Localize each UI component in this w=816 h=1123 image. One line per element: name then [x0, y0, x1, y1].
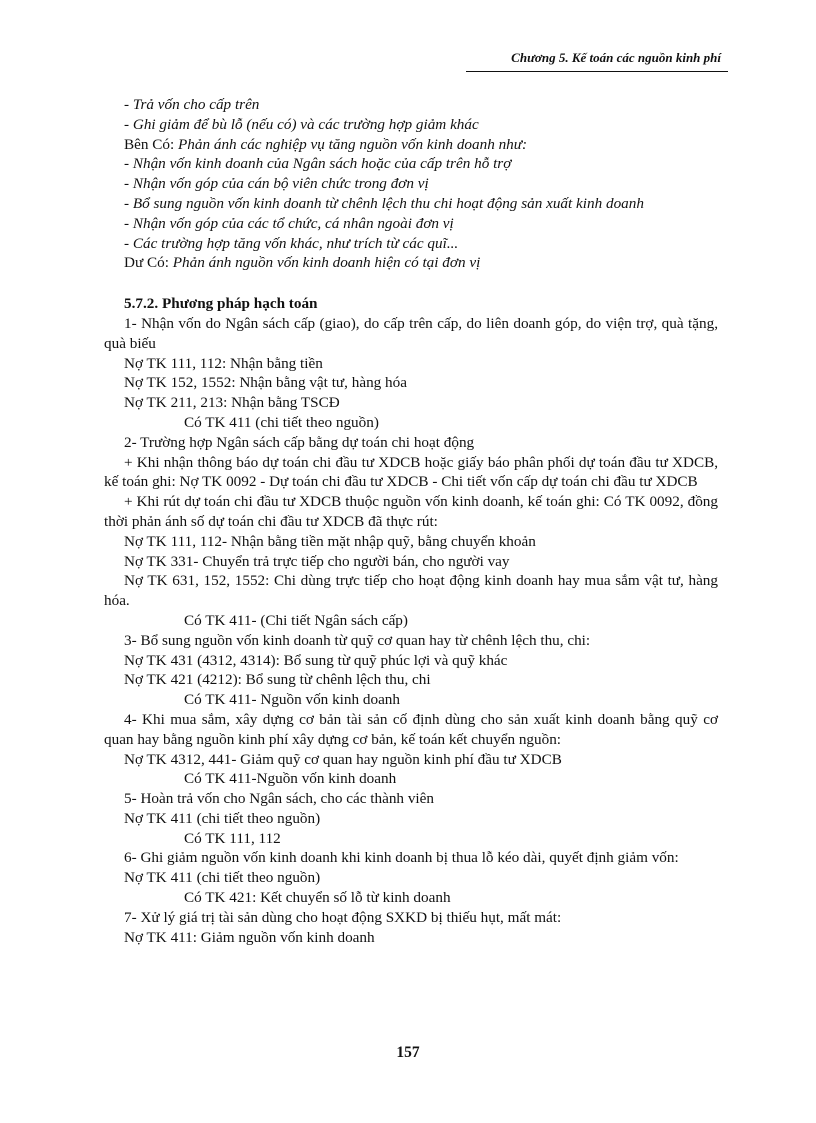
body-paragraph: + Khi nhận thông báo dự toán chi đầu tư XDCB hoặc giấy báo phân phối dự toán đầu tư XDCB, kế toán ghi: Nợ TK 0092 - Dự toán chi đầu tư XDCB - Chi tiết vốn cấp dự toán chi đầu tư XDCB: [104, 453, 718, 491]
body-paragraph: 5- Hoàn trả vốn cho Ngân sách, cho các thành viên: [124, 790, 434, 808]
debit-entry: Nợ TK 411: Giảm nguồn vốn kinh doanh: [124, 928, 375, 946]
credit-entry: Có TK 421: Kết chuyển số lỗ từ kinh doanh: [184, 889, 451, 907]
body-paragraph: 7- Xử lý giá trị tài sản dùng cho hoạt động SXKD bị thiếu hụt, mất mát:: [124, 908, 562, 926]
credit-entry: Có TK 411- (Chi tiết Ngân sách cấp): [184, 611, 408, 629]
body-paragraph: + Khi rút dự toán chi đầu tư XDCB thuộc nguồn vốn kinh doanh, kế toán ghi: Có TK 0092, đồng thời phản ánh số dự toán chi đầu tư XDCB đã thực rút:: [104, 493, 718, 530]
body-paragraph: 2- Trường hợp Ngân sách cấp bằng dự toán chi hoạt động: [124, 433, 475, 451]
section-lines: [104, 314, 718, 948]
credit-item: - Bổ sung nguồn vốn kinh doanh từ chênh lệch thu chi hoạt động sản xuất kinh doanh: [124, 194, 644, 212]
body-paragraph: 3- Bổ sung nguồn vốn kinh doanh từ quỹ cơ quan hay từ chênh lệch thu, chi:: [124, 631, 591, 649]
credit-entry: Có TK 111, 112: [184, 829, 281, 847]
balance-text: Phản ánh nguồn vốn kinh doanh hiện có tại đơn vị: [172, 254, 481, 272]
debit-entry: Nợ TK 411 (chi tiết theo nguồn): [124, 869, 321, 887]
debit-entry: Nợ TK 431 (4312, 4314): Bổ sung từ quỹ phúc lợi và quỹ khác: [124, 651, 508, 669]
credit-item: - Nhận vốn góp của các tổ chức, cá nhân ngoài đơn vị: [124, 214, 454, 232]
credit-side-line: [124, 135, 718, 155]
running-header: Chương 5. Kế toán các nguồn kinh phí: [511, 50, 721, 65]
debit-entry: Nợ TK 4312, 441- Giảm quỹ cơ quan hay nguồn kinh phí đầu tư XDCB: [124, 750, 562, 768]
credit-item: - Nhận vốn góp của cán bộ viên chức trong đơn vị: [124, 175, 429, 193]
header-rule: [466, 71, 728, 72]
credit-item: - Các trường hợp tăng vốn khác, như trích từ các quĩ...: [124, 234, 459, 252]
section-title: 5.7.2. Phương pháp hạch toán: [124, 295, 318, 313]
debit-item: - Ghi giảm để bù lỗ (nếu có) và các trường hợp giảm khác: [124, 115, 479, 133]
balance-label: Dư Có:: [124, 254, 173, 272]
debit-entry: Nợ TK 111, 112: Nhận bằng tiền: [124, 354, 323, 372]
debit-entry: Nợ TK 421 (4212): Bổ sung từ chênh lệch thu, chi: [124, 671, 431, 689]
credit-entry: Có TK 411 (chi tiết theo nguồn): [184, 413, 379, 431]
debit-entry: Nợ TK 211, 213: Nhận bằng TSCĐ: [124, 394, 340, 412]
balance-line: [124, 253, 718, 273]
debit-entry: Nợ TK 411 (chi tiết theo nguồn): [124, 809, 321, 827]
credit-entry: Có TK 411-Nguồn vốn kinh doanh: [184, 770, 397, 788]
page-body: [104, 95, 718, 947]
body-paragraph: 6- Ghi giảm nguồn vốn kinh doanh khi kinh doanh bị thua lỗ kéo dài, quyết định giảm vốn:: [124, 849, 679, 867]
credit-item: - Nhận vốn kinh doanh của Ngân sách hoặc của cấp trên hỗ trợ: [124, 155, 512, 173]
debit-entry: Nợ TK 111, 112- Nhận bằng tiền mặt nhập quỹ, bằng chuyển khoản: [124, 532, 536, 550]
debit-entry: Nợ TK 152, 1552: Nhận bằng vật tư, hàng hóa: [124, 374, 407, 392]
credit-side-label: Bên Có:: [124, 135, 179, 153]
body-paragraph: Nợ TK 631, 152, 1552: Chi dùng trực tiếp cho hoạt động kinh doanh hay mua sắm vật tư, hàng hóa.: [104, 572, 718, 610]
credit-entry: Có TK 411- Nguồn vốn kinh doanh: [184, 691, 400, 709]
body-paragraph: 1- Nhận vốn do Ngân sách cấp (giao), do cấp trên cấp, do liên doanh góp, do viện trợ, quà tặng, quà biếu: [104, 314, 718, 352]
debit-item: - Trả vốn cho cấp trên: [124, 96, 260, 113]
page-number: 157: [396, 1044, 420, 1061]
body-paragraph: 4- Khi mua sắm, xây dựng cơ bản tài sản cố định dùng cho sản xuất kinh doanh bằng quỹ cơ quan hay bằng nguồn kinh phí xây dựng cơ bản, kế toán kết chuyển nguồn:: [104, 710, 718, 748]
credit-side-text: Phản ánh các nghiệp vụ tăng nguồn vốn kinh doanh như:: [178, 135, 528, 153]
debit-entry: Nợ TK 331- Chuyển trả trực tiếp cho người bán, cho người vay: [124, 552, 510, 570]
